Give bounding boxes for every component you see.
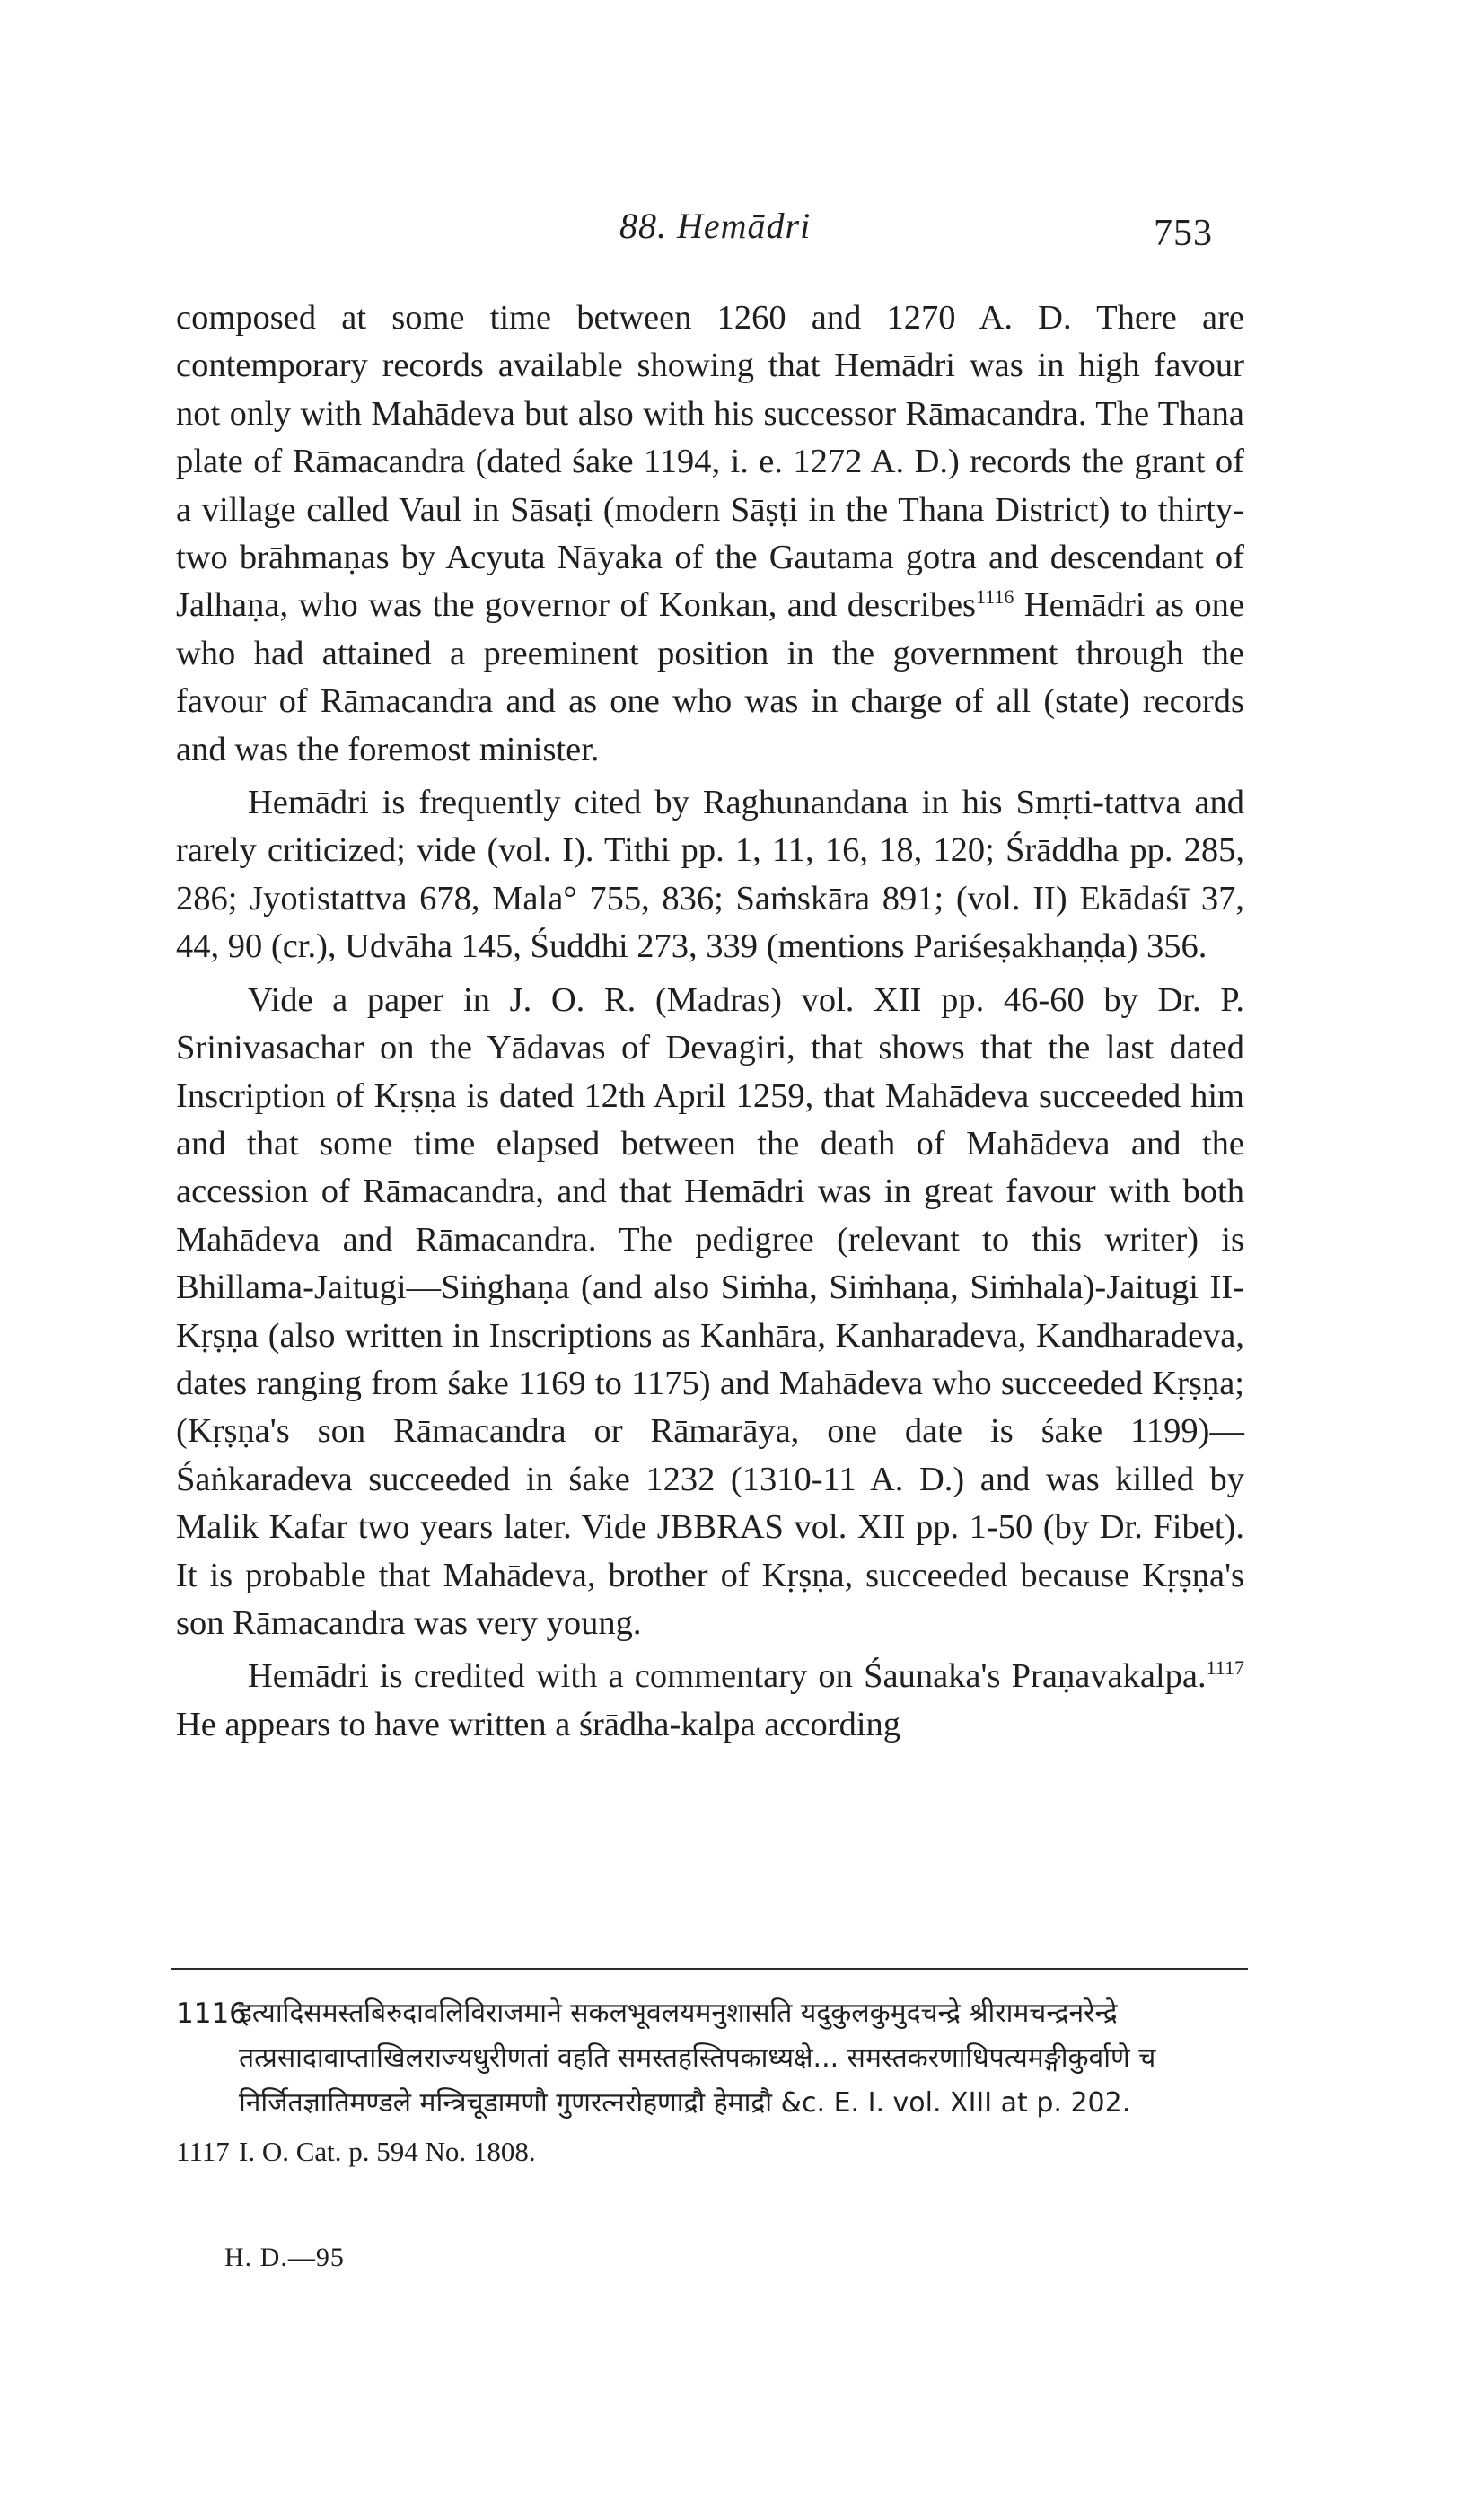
footnote-number: 1117 xyxy=(176,2136,230,2167)
paragraph-1 xyxy=(176,294,1244,774)
main-text xyxy=(176,294,1244,1749)
footnote-divider xyxy=(171,1968,1248,1970)
signature-mark: H. D.—95 xyxy=(224,2243,345,2272)
footnote-number: 1116 xyxy=(176,1997,247,2030)
paragraph-1-text-a: composed at some time between 1260 and 1270 A. D. There are contemporary records available showing that Hemādri was in high favour not only with Mahādeva but also with his successor Rāmacandra. The Thana plate of Rāmacandra (dated śake 1194, i. e. 1272 A. D.) records the grant of a village called Vaul in Sāsaṭi (modern Sāṣṭi in the Thana District) to thirty-two brāhmaṇas by Acyuta Nāyaka of the Gautama gotra and descendant of Jalhaṇa, who was the governor of Konkan, and describes xyxy=(176,299,1244,625)
paragraph-4 xyxy=(176,1653,1244,1749)
footnote-1117 xyxy=(176,2133,1253,2171)
footnotes xyxy=(176,1991,1253,2171)
footnote-text: I. O. Cat. p. 594 No. 1808. xyxy=(239,2136,536,2167)
paragraph-4-text-a: Hemādri is credited with a commentary on Śaunaka's Praṇavakalpa. xyxy=(248,1657,1207,1696)
footnote-ref-1116[interactable]: 1116 xyxy=(976,585,1014,609)
footnote-1116 xyxy=(176,1991,1253,2126)
paragraph-2: Hemādri is frequently cited by Raghunandana in his Smṛti-tattva and rarely criticized; vide (vol. I). Tithi pp. 1, 11, 16, 18, 120; Śrāddha pp. 285, 286; Jyotistattva 678, Mala° 755, 836; Saṁskāra 891; (vol. II) Ekādaśī 37, 44, 90 (cr.), Udvāha 145, Śuddhi 273, 339 (mentions Pariśeṣakhaṇḍa) 356. xyxy=(176,784,1244,966)
paragraph-3: Vide a paper in J. O. R. (Madras) vol. XII pp. 46-60 by Dr. P. Srinivasachar on the Yādavas of Devagiri, that shows that the last dated Inscription of Kṛṣṇa is dated 12th April 1259, that Mahādeva succeeded him and that some time elapsed between the death of Mahādeva and the accession of Rāmacandra, and that Hemādri was in great favour with both Mahādeva and Rāmacandra. The pedigree (relevant to this writer) is Bhillama-Jaitugi—Siṅghaṇa (and also Siṁha, Siṁhaṇa, Siṁhala)-Jaitugi II-Kṛṣṇa (also written in Inscriptions as Kanhāra, Kanharadeva, Kandharadeva, dates ranging from śake 1169 to 1175) and Mahādeva who succeeded Kṛṣṇa; (Kṛṣṇa's son Rāmacandra or Rāmarāya, one date is śake 1199)—Śaṅkaradeva succeeded in śake 1232 (1310-11 A. D.) and was killed by Malik Kafar two years later. Vide JBBRAS vol. XII pp. 1-50 (by Dr. Fibet). It is probable that Mahādeva, brother of Kṛṣṇa, succeeded because Kṛṣṇa's son Rāmacandra was very young. xyxy=(176,980,1244,1642)
paragraph-1-text-b: Hemādri as one who had attained a preeminent position in the government through the favour of Rāmacandra and as one who was in charge of all (state) records and was the foremost minister. xyxy=(176,586,1244,768)
paragraph-4-text-b: He appears to have written a śrādha-kalpa according xyxy=(176,1705,901,1743)
footnote-text: इत्यादिसमस्तबिरुदावलिविराजमाने सकलभूवलयमनुशासति यदुकुलकुमुदचन्द्रे श्रीरामचन्द्रनरेन्द्रे तत्प्रसादावाप्ताखिलराज्यधुरीणतां वहति समस्तहस्तिपकाध्यक्षे... समस्तकरणाधिपत्यमङ्गीकुर्वाणे च निर्जितज्ञातिमण्डले मन्त्रिचूडामणौ गुणरत्नरोहणाद्रौ हेमाद्रौ &c. E. I. vol. XIII at p. 202. xyxy=(239,1997,1156,2119)
running-head xyxy=(0,205,1484,259)
footnote-ref-1117[interactable]: 1117 xyxy=(1206,1656,1244,1680)
page-number: 753 xyxy=(1154,213,1213,254)
chapter-title: 88. Hemādri xyxy=(619,206,812,246)
